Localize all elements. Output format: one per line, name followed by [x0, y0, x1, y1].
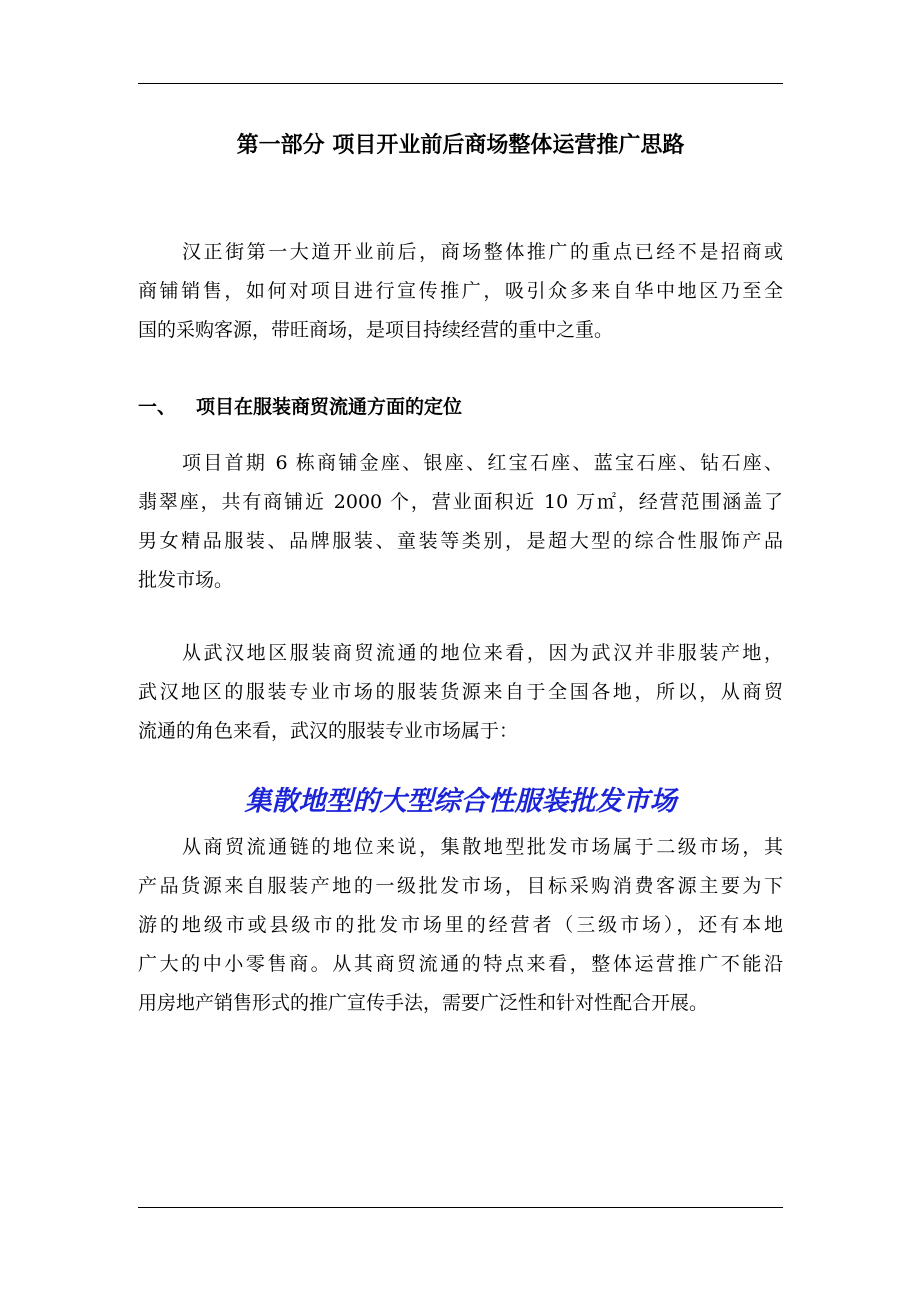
section-number: 一、	[138, 396, 177, 418]
paragraph-line: 翡翠座，共有商铺近 2000 个，营业面积近 10 万㎡，经营范围涵盖了	[138, 491, 783, 513]
positioning-paragraph	[138, 444, 783, 600]
paragraph-line: 从武汉地区服装商贸流通的地位来看，因为武汉并非服装产地，	[182, 642, 783, 664]
paragraph-line: 项目首期 6 栋商铺金座、银座、红宝石座、蓝宝石座、钻石座、	[182, 452, 783, 474]
paragraph-line: 武汉地区的服装专业市场的服装货源来自于全国各地，所以，从商贸	[138, 681, 783, 703]
page-title: 第一部分 项目开业前后商场整体运营推广思路	[236, 132, 685, 158]
paragraph-line: 从商贸流通链的地位来说，集散地型批发市场属于二级市场，其	[182, 836, 783, 858]
paragraph-line: 游的地级市或县级市的批发市场里的经营者（三级市场），还有本地	[138, 914, 783, 936]
section-heading-text: 项目在服装商贸流通方面的定位	[196, 396, 463, 418]
paragraph-line: 男女精品服装、品牌服装、童装等类别，是超大型的综合性服饰产品	[138, 530, 783, 552]
highlight-statement: 集散地型的大型综合性服装批发市场	[244, 786, 677, 817]
role-paragraph	[138, 634, 783, 751]
paragraph-line: 流通的角色来看，武汉的服装专业市场属于：	[138, 720, 519, 742]
intro-paragraph	[138, 233, 783, 350]
section-heading	[138, 392, 462, 422]
paragraph-line: 国的采购客源，带旺商场，是项目持续经营的重中之重。	[138, 319, 614, 341]
paragraph-line: 产品货源来自服装产地的一级批发市场，目标采购消费客源主要为下	[138, 875, 783, 897]
header-rule	[138, 83, 783, 84]
footer-rule	[138, 1207, 783, 1208]
paragraph-line: 汉正街第一大道开业前后，商场整体推广的重点已经不是招商或	[182, 241, 783, 263]
market-chain-paragraph	[138, 828, 783, 1023]
paragraph-line: 批发市场。	[138, 569, 234, 591]
paragraph-line: 商铺销售，如何对项目进行宣传推广，吸引众多来自华中地区乃至全	[138, 280, 783, 302]
paragraph-line: 用房地产销售形式的推广宣传手法，需要广泛性和针对性配合开展。	[138, 992, 709, 1014]
paragraph-line: 广大的中小零售商。从其商贸流通的特点来看，整体运营推广不能沿	[138, 953, 783, 975]
